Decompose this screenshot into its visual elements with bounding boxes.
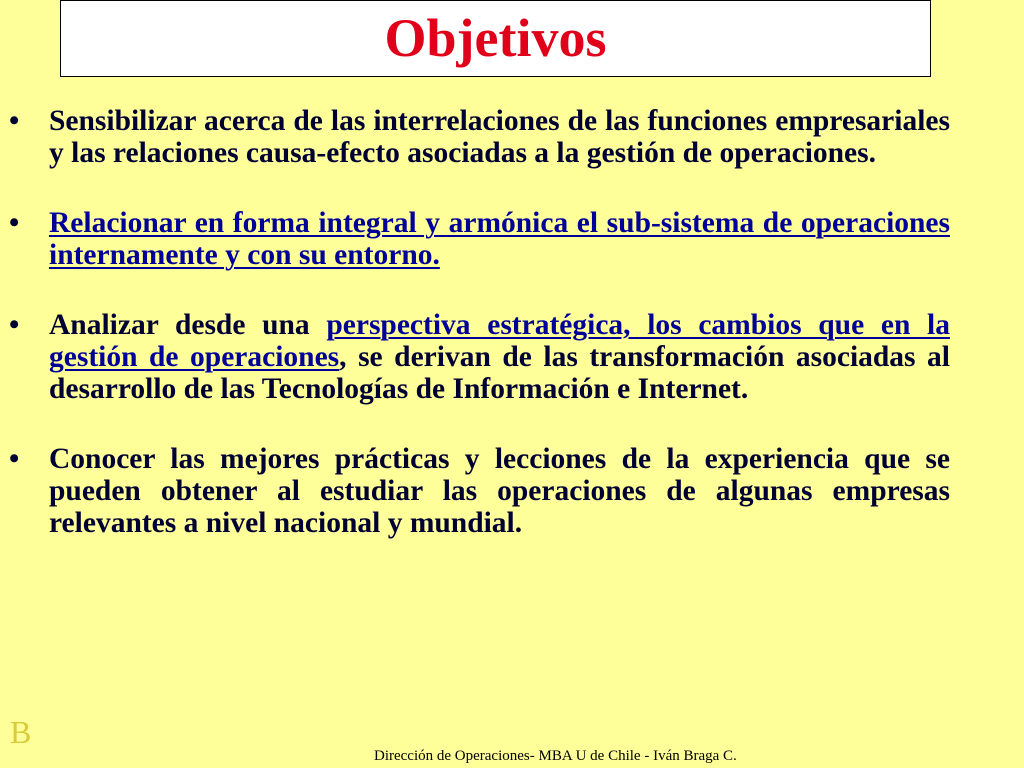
- footer-credit: Dirección de Operaciones- MBA U de Chile - Iván Braga C.: [374, 748, 737, 764]
- objective-item: [8, 443, 950, 539]
- objective-text-start: Analizar desde una: [49, 309, 327, 341]
- objective-text: Conocer las mejores prácticas y lecciones de la experiencia que se pueden obtener al estudiar las operaciones de algunas empresas relevantes a nivel nacional y mundial.: [49, 443, 950, 539]
- objective-text-end: , se derivan de las transformación asociadas al desarrollo de las Tecnologías de Información e Internet.: [49, 341, 950, 405]
- objective-text: Sensibilizar acerca de las interrelaciones de las funciones empresariales y las relaciones causa-efecto asociadas a la gestión de operaciones.: [49, 105, 950, 169]
- objective-item: [8, 207, 950, 271]
- objective-item: [8, 309, 950, 405]
- bullet-icon: •: [9, 443, 20, 475]
- objective-item: [8, 105, 950, 169]
- slide-title: Objetivos: [384, 7, 607, 68]
- bullet-icon: •: [9, 105, 20, 137]
- objective-text-underlined: perspectiva estratégica, los cambios que en la gestión de operaciones: [49, 309, 950, 373]
- corner-mark: B: [10, 714, 32, 750]
- objective-text-underlined: Relacionar en forma integral y armónica el sub-sistema de operaciones internamente y con su entorno.: [49, 207, 950, 271]
- bullet-icon: •: [9, 207, 20, 239]
- title-box: [60, 0, 931, 77]
- bullet-icon: •: [9, 309, 20, 341]
- objectives-list: [8, 105, 950, 539]
